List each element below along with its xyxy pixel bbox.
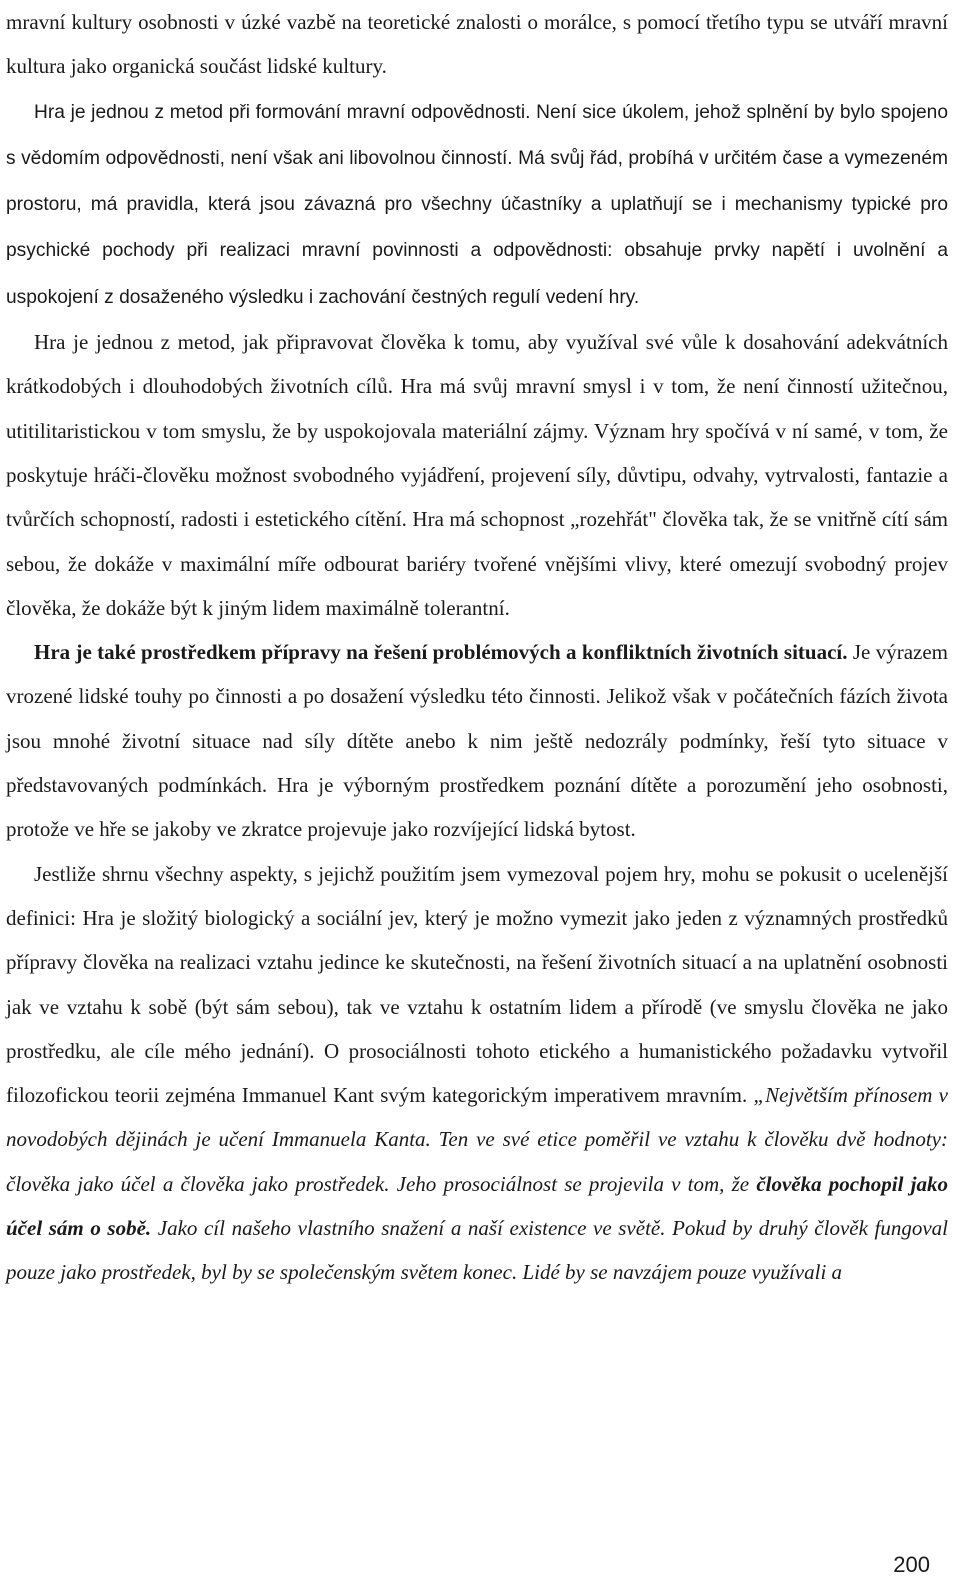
paragraph-4-bold-lead: Hra je také prostředkem přípravy na řešení problémových a konfliktních životních situací. — [34, 640, 848, 665]
kant-quote-emphasis: člověka pochopil jako účel sám o sobě. — [6, 1171, 948, 1241]
body-text — [6, 0, 948, 1295]
document-page — [6, 0, 948, 1588]
paragraph-4 — [6, 630, 948, 851]
paragraph-4-text: Je výrazem vrozené lidské touhy po činnosti a po dosažení výsledku této činnosti. Jelikož však v počátečních fázích života jsou mnohé životní situace nad síly dítěte anebo k nim ještě nedozrály podmínky, řeší tyto situace v představovaných podmínkách. Hra je výborným prostředkem poznání dítěte a porozumění jeho osobnosti, protože ve hře se jakoby ve zkratce projevuje jako rozvíjející lidská bytost. — [6, 640, 948, 842]
page-number: 200 — [893, 1552, 930, 1577]
kant-quote-part-1: „Největším přínosem v novodobých dějinách je učení Immanuela Kanta. Ten ve své etice poměřil ve vztahu k člověku dvě hodnoty: člověka jako účel a člověka jako prostředek. Jeho prosociálnost se projevila v tom, že — [6, 1083, 948, 1196]
paragraph-1 — [6, 0, 948, 89]
paragraph-2-text-sans: Hra je jednou z metod při formování mravní odpovědnosti. Není sice úkolem, jehož splnění by bylo spojeno s vědomím odpovědnosti, není však ani libovolnou činností. — [6, 101, 948, 169]
paragraph-5 — [6, 852, 948, 1295]
paragraph-2-text-sans-continued: Má svůj řád, probíhá v určitém čase a vymezeném prostoru, má pravidla, která jsou závazná pro všechny účastníky a uplatňují se i mechanismy typické pro psychické pochody při realizaci mravní povinnosti a odpovědnosti: obsahuje prvky napětí i uvolnění a uspokojení z dosaženého výsledku i zachování čestných regulí vedení hry. — [6, 147, 948, 308]
paragraph-3-text: Hra je jednou z metod, jak připravovat člověka k tomu, aby využíval své vůle k dosahování adekvátních krátkodobých i dlouhodobých životních cílů. Hra má svůj mravní smysl i v tom, že není činností užitečnou, utitilitaristickou v tom smyslu, že by uspokojovala materiální zájmy. Význam hry spočívá v ní samé, v tom, že poskytuje hráči-člověku možnost svobodného vyjádření, projevení síly, důvtipu, odvahy, vytrvalosti, fantazie a tvůrčích schopností, radosti i estetického cítění. Hra má schopnost „rozehřát" člověka tak, že se vnitřně cítí sám sebou, že dokáže v maximální míře odbourat bariéry tvořené vnějšími vlivy, které omezují svobodný projev člověka, že dokáže být k jiným lidem maximálně tolerantní. — [6, 330, 948, 620]
paragraph-2 — [6, 89, 948, 320]
paragraph-5-text: Jestliže shrnu všechny aspekty, s jejichž použitím jsem vymezoval pojem hry, mohu se pokusit o ucelenější definici: Hra je složitý biologický a sociální jev, který je možno vymezit jako jeden z významných prostředků přípravy člověka na realizaci vztahu jedince ke skutečnosti, na řešení životních situací a na uplatnění osobnosti jak ve vztahu k sobě (být sám sebou), tak ve vztahu k ostatním lidem a přírodě (ve smyslu člověka ne jako prostředku, ale cíle mého jednání). O prosociálnosti tohoto etického a humanistického požadavku vytvořil filozofickou teorii zejména Immanuel Kant svým kategorickým imperativem mravním. — [6, 861, 948, 1108]
paragraph-3 — [6, 320, 948, 630]
kant-quote-part-2: Jako cíl našeho vlastního snažení a naší existence ve světě. Pokud by druhý člověk fungoval pouze jako prostředek, byl by se společenským světem konec. Lidé by se navzájem pouze využívali a — [6, 1216, 948, 1285]
paragraph-1-text: mravní kultury osobnosti v úzké vazbě na teoretické znalosti o morálce, s pomocí třetího typu se utváří mravní kultura jako organická součást lidské kultury. — [6, 10, 948, 79]
